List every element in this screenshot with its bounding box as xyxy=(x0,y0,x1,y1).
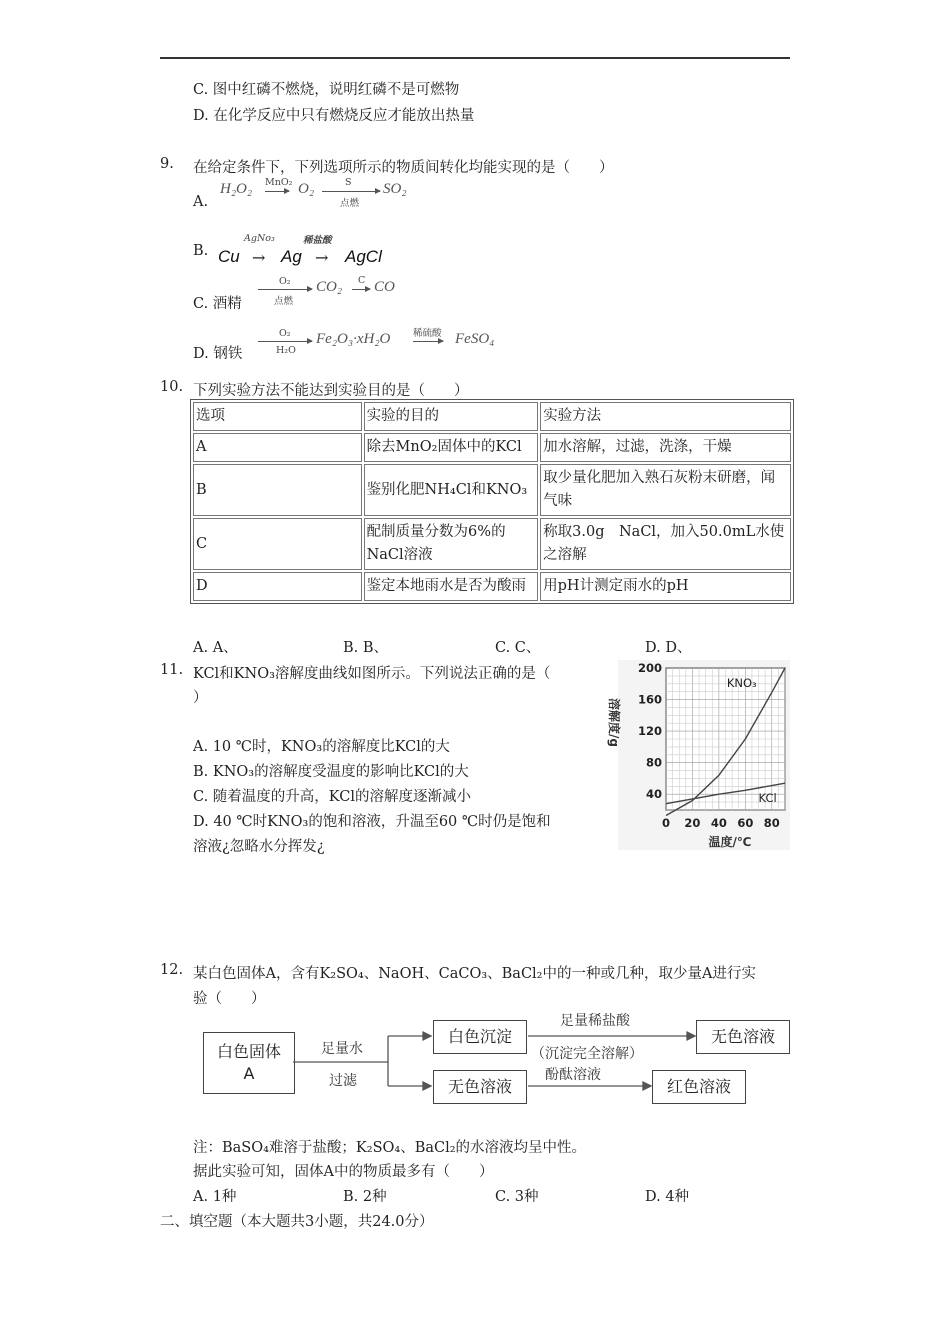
q12-option-a: A. 1种 xyxy=(193,1189,237,1205)
y-tick-label: 200 xyxy=(637,661,662,675)
q9-stem: 在给定条件下，下列选项所示的物质间转化均能实现的是（ ） xyxy=(193,160,614,176)
q12-stem-line2: 验（ ） xyxy=(193,991,266,1007)
table-cell: 加水溶解，过滤，洗涤，干燥 xyxy=(540,433,791,462)
header-rule xyxy=(160,57,790,59)
q9-c-condition: 点燃 xyxy=(274,296,294,307)
flow-label-hcl: 足量稀盐酸 xyxy=(560,1013,630,1029)
table-cell: 用pH计测定雨水的pH xyxy=(540,572,791,601)
q9-b-cu: Cu xyxy=(218,247,240,266)
y-tick-label: 80 xyxy=(645,755,662,770)
flow-box-red: 红色溶液 xyxy=(652,1070,746,1104)
q9-c-label: C. 酒精 xyxy=(193,296,242,312)
table-cell: 鉴定本地雨水是否为酸雨 xyxy=(364,572,539,601)
q9-number: 9. xyxy=(160,156,174,172)
q10-number: 10. xyxy=(160,379,184,395)
q9-d-o2: O₂ xyxy=(279,328,291,339)
q12-number: 12. xyxy=(160,962,184,978)
q9-a-h2o2: H₂O₂ xyxy=(220,181,253,197)
arrow-icon: → xyxy=(315,248,329,267)
table-header-cell: 实验的目的 xyxy=(364,402,539,431)
q9-a-o2: O₂ xyxy=(298,181,315,197)
q11-option-a: A. 10 ℃时，KNO₃的溶解度比KCl的大 xyxy=(193,739,450,755)
chart-grid xyxy=(666,668,785,810)
q9-d-label: D. 钢铁 xyxy=(193,346,243,362)
q9-d-feso4: FeSO₄ xyxy=(455,331,495,347)
q10-table xyxy=(190,399,794,604)
q12-flowchart xyxy=(193,1008,790,1106)
y-tick-label: 40 xyxy=(645,787,662,802)
q9-b-agcl: AgCl xyxy=(345,247,382,266)
q9-b-ag: Ag xyxy=(281,247,302,266)
q11-option-b: B. KNO₃的溶解度受温度的影响比KCl的大 xyxy=(193,764,469,780)
x-tick-label: 60 xyxy=(737,816,754,830)
q12-option-b: B. 2种 xyxy=(343,1189,387,1205)
chart-y-axis-label: 溶解度/g xyxy=(607,698,621,747)
table-cell: 鉴别化肥NH₄Cl和KNO₃ xyxy=(364,464,539,516)
q10-option-c: C. C、 xyxy=(495,640,541,656)
q12-option-d: D. 4种 xyxy=(645,1189,690,1205)
flow-label-filter: 过滤 xyxy=(329,1073,357,1089)
q9-d-rust: Fe₂O₃·xH₂O xyxy=(316,331,391,347)
x-tick-label: 80 xyxy=(763,816,780,830)
table-cell: B xyxy=(193,464,362,516)
q10-option-b: B. B、 xyxy=(343,640,389,656)
table-cell: 配制质量分数为6%的NaCl溶液 xyxy=(364,518,539,570)
q10-stem: 下列实验方法不能达到实验目的是（ ） xyxy=(193,383,469,399)
q9-a-so2: SO₂ xyxy=(383,181,407,197)
q11-number: 11. xyxy=(160,662,184,678)
q12-stem-line1: 某白色固体A，含有K₂SO₄、NaOH、CaCO₃、BaCl₂中的一种或几种，取少量A进行实 xyxy=(193,966,756,982)
arrow-icon: → xyxy=(252,248,266,267)
q12-option-c: C. 3种 xyxy=(495,1189,539,1205)
q9-c-c: C xyxy=(358,275,366,286)
q9-a-s: S xyxy=(345,177,352,188)
q9-d-h2o: H₂O xyxy=(276,345,296,356)
q8-option-c: C. 图中红磷不燃烧，说明红磷不是可燃物 xyxy=(193,82,460,98)
q11-option-d-line2: 溶液¿忽略水分挥发¿ xyxy=(193,839,325,855)
table-row xyxy=(193,433,791,462)
q9-b-reagent1: AgNo₃ xyxy=(244,233,275,244)
table-cell: D xyxy=(193,572,362,601)
q9-d-acid: 稀硫酸 xyxy=(413,328,442,339)
table-cell: 取少量化肥加入熟石灰粉末研磨，闻气味 xyxy=(540,464,791,516)
q11-option-c: C. 随着温度的升高，KCl的溶解度逐渐减小 xyxy=(193,789,471,805)
table-header-cell: 实验方法 xyxy=(540,402,791,431)
arrow-icon xyxy=(265,191,289,192)
q9-a-condition: 点燃 xyxy=(340,198,360,209)
arrow-icon xyxy=(322,191,380,192)
q10-option-a: A. A、 xyxy=(193,640,238,656)
q9-c-o2: O₂ xyxy=(279,276,291,287)
table-cell: 称取3.0g NaCl，加入50.0mL水使之溶解 xyxy=(540,518,791,570)
flow-label-water: 足量水 xyxy=(321,1041,363,1057)
arrow-icon xyxy=(413,341,443,342)
q9-c-co2: CO₂ xyxy=(316,279,343,295)
table-cell: 除去MnO₂固体中的KCl xyxy=(364,433,539,462)
table-row xyxy=(193,572,791,601)
q9-b-reagent2: 稀盐酸 xyxy=(303,235,332,246)
q12-ask: 据此实验可知，固体A中的物质最多有（ ） xyxy=(193,1164,494,1180)
flow-box-colorless-2: 无色溶液 xyxy=(696,1020,790,1054)
table-cell: A xyxy=(193,433,362,462)
table-row xyxy=(193,464,791,516)
series-label-kno3: KNO₃ xyxy=(726,675,757,690)
q9-b-label: B. xyxy=(193,243,209,259)
arrow-icon xyxy=(352,289,370,290)
table-header-row xyxy=(193,402,791,431)
solubility-chart xyxy=(607,660,790,850)
q11-stem-line2: ） xyxy=(193,690,208,706)
y-tick-label: 120 xyxy=(637,724,662,739)
flow-box-precipitate: 白色沉淀 xyxy=(433,1020,527,1054)
x-tick-label: 0 xyxy=(661,816,671,830)
flow-box-start: 白色固体 A xyxy=(203,1032,295,1094)
flow-label-dissolve: （沉淀完全溶解） xyxy=(531,1046,643,1062)
q9-a-catalyst: MnO₂ xyxy=(265,177,293,188)
q12-note: 注：BaSO₄难溶于盐酸；K₂SO₄、BaCl₂的水溶液均呈中性。 xyxy=(193,1140,587,1156)
arrow-icon xyxy=(258,341,312,342)
q11-option-d-line1: D. 40 ℃时KNO₃的饱和溶液，升温至60 ℃时仍是饱和 xyxy=(193,814,551,830)
table-row xyxy=(193,518,791,570)
flow-box-colorless-1: 无色溶液 xyxy=(433,1070,527,1104)
x-tick-label: 40 xyxy=(710,816,727,830)
table-header-cell: 选项 xyxy=(193,402,362,431)
q9-a-label: A. xyxy=(193,194,209,210)
section-2-heading: 二、填空题（本大题共3小题，共24.0分） xyxy=(160,1214,434,1230)
q11-stem-line1: KCl和KNO₃溶解度曲线如图所示。下列说法正确的是（ xyxy=(193,666,551,682)
arrow-icon xyxy=(258,289,312,290)
q9-c-co: CO xyxy=(374,279,395,295)
flow-label-phenol: 酚酞溶液 xyxy=(545,1067,601,1083)
table-cell: C xyxy=(193,518,362,570)
x-tick-label: 20 xyxy=(684,816,701,830)
q10-option-d: D. D、 xyxy=(645,640,692,656)
y-tick-label: 160 xyxy=(637,692,662,707)
chart-x-axis-label: 温度/℃ xyxy=(708,835,752,849)
q8-option-d: D. 在化学反应中只有燃烧反应才能放出热量 xyxy=(193,108,475,124)
series-label-kcl: KCl xyxy=(758,791,777,806)
